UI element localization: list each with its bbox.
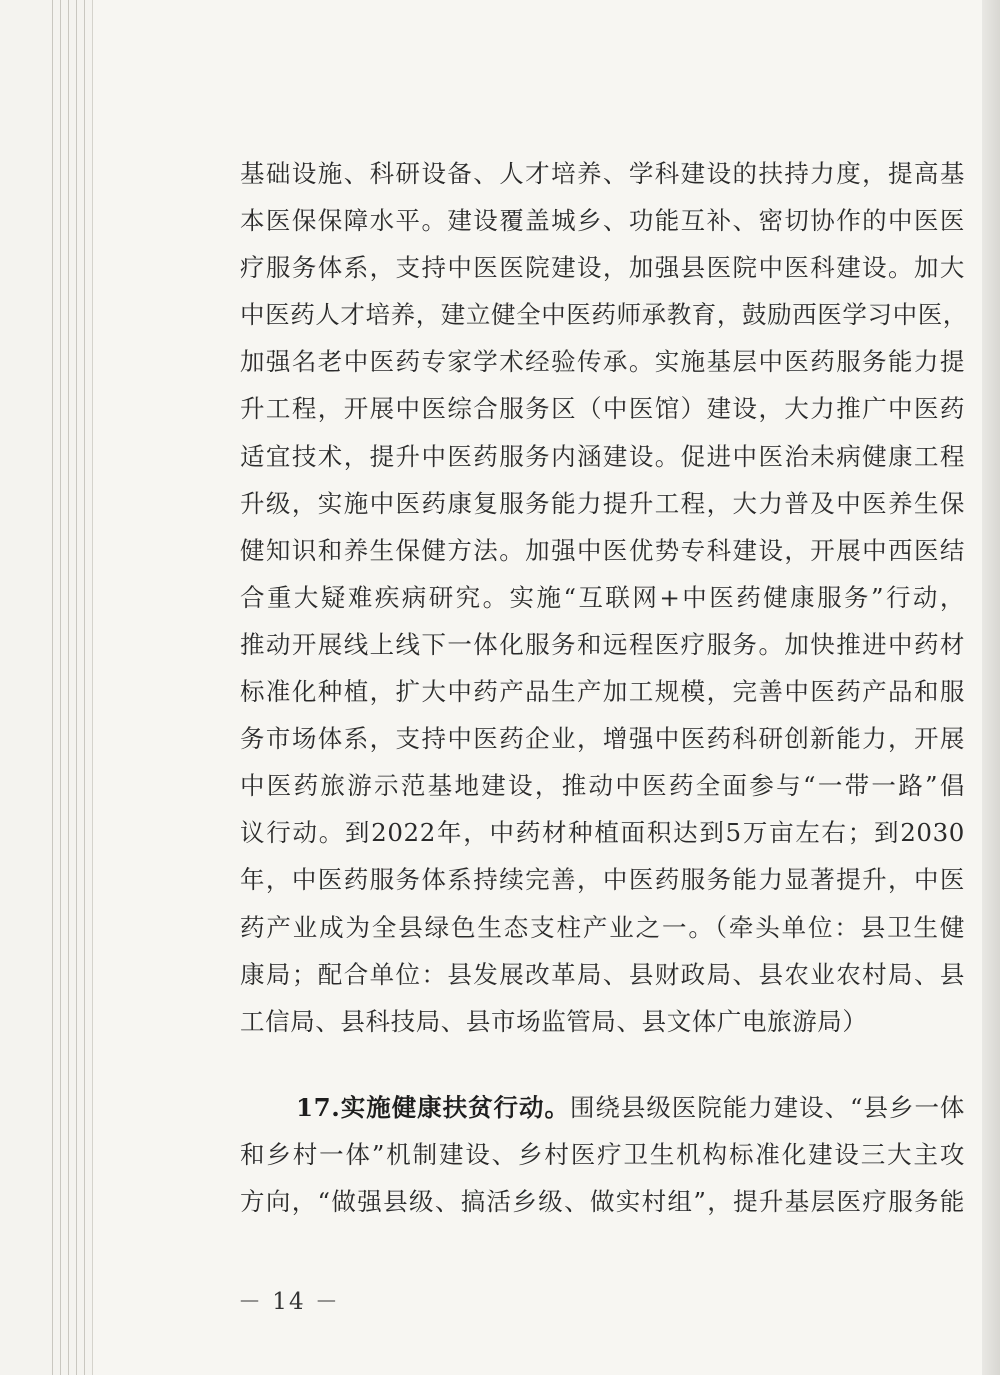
text-line: 推动开展线上线下一体化服务和远程医疗服务。加快推进中药材 [240,629,965,659]
page-edge [68,0,69,1375]
section-heading-continuation: 围绕县级医院能力建设、“县乡一体 [569,1093,966,1122]
page-number: － 14 － [238,1289,340,1315]
text-line: 和乡村一体”机制建设、乡村医疗卫生机构标准化建设三大主攻 [240,1140,965,1170]
page-edge [76,0,77,1375]
text-line: 加强名老中医药专家学术经验传承。实施基层中医药服务能力提 [240,347,965,377]
page-edge [52,0,53,1375]
text-line: 升工程，开展中医综合服务区（中医馆）建设，大力推广中医药 [240,394,965,424]
text-line: 疗服务体系，支持中医医院建设，加强县医院中医科建设。加大 [240,253,965,283]
text-line: 务市场体系，支持中医药企业，增强中医药科研创新能力，开展 [240,724,965,754]
text-line: 工信局、县科技局、县市场监管局、县文体广电旅游局） [240,1006,868,1036]
text-line: 升级，实施中医药康复服务能力提升工程，大力普及中医养生保 [240,488,965,518]
text-line: 本医保保障水平。建设覆盖城乡、功能互补、密切协作的中医医 [240,206,965,236]
text-line: 合重大疑难疾病研究。实施“互联网+中医药健康服务”行动， [240,582,965,612]
scan-shadow [982,0,1000,1375]
text-line: 适宜技术，提升中医药服务内涵建设。促进中医治未病健康工程 [240,441,965,471]
text-line [240,1084,965,1131]
text-line: 基础设施、科研设备、人才培养、学科建设的扶持力度，提高基 [240,159,965,188]
section-heading: 17.实施健康扶贫行动。 [296,1093,570,1122]
page-edge [60,0,61,1375]
text-line: 方向，“做强县级、搞活乡级、做实村组”，提升基层医疗服务能 [240,1187,965,1217]
paragraph-health-poverty-alleviation [240,1084,965,1225]
page-edge [84,0,85,1375]
text-line: 中医药旅游示范基地建设，推动中医药全面参与“一带一路”倡 [240,771,965,801]
text-line: 标准化种植，扩大中药产品生产加工规模，完善中医药产品和服 [240,677,965,707]
text-line: 议行动。到2022年，中药材种植面积达到5万亩左右；到2030 [240,818,965,848]
text-line: 健知识和养生保健方法。加强中医优势专科建设，开展中西医结 [240,535,965,565]
text-line: 年，中医药服务体系持续完善，中医药服务能力显著提升，中医 [240,865,965,895]
text-line: 中医药人才培养，建立健全中医药师承教育，鼓励西医学习中医， [240,300,968,330]
text-line: 药产业成为全县绿色生态支柱产业之一。（牵头单位：县卫生健 [240,912,965,942]
paragraph-tcm-development [240,150,968,1045]
text-line: 康局；配合单位：县发展改革局、县财政局、县农业农村局、县 [240,959,965,989]
